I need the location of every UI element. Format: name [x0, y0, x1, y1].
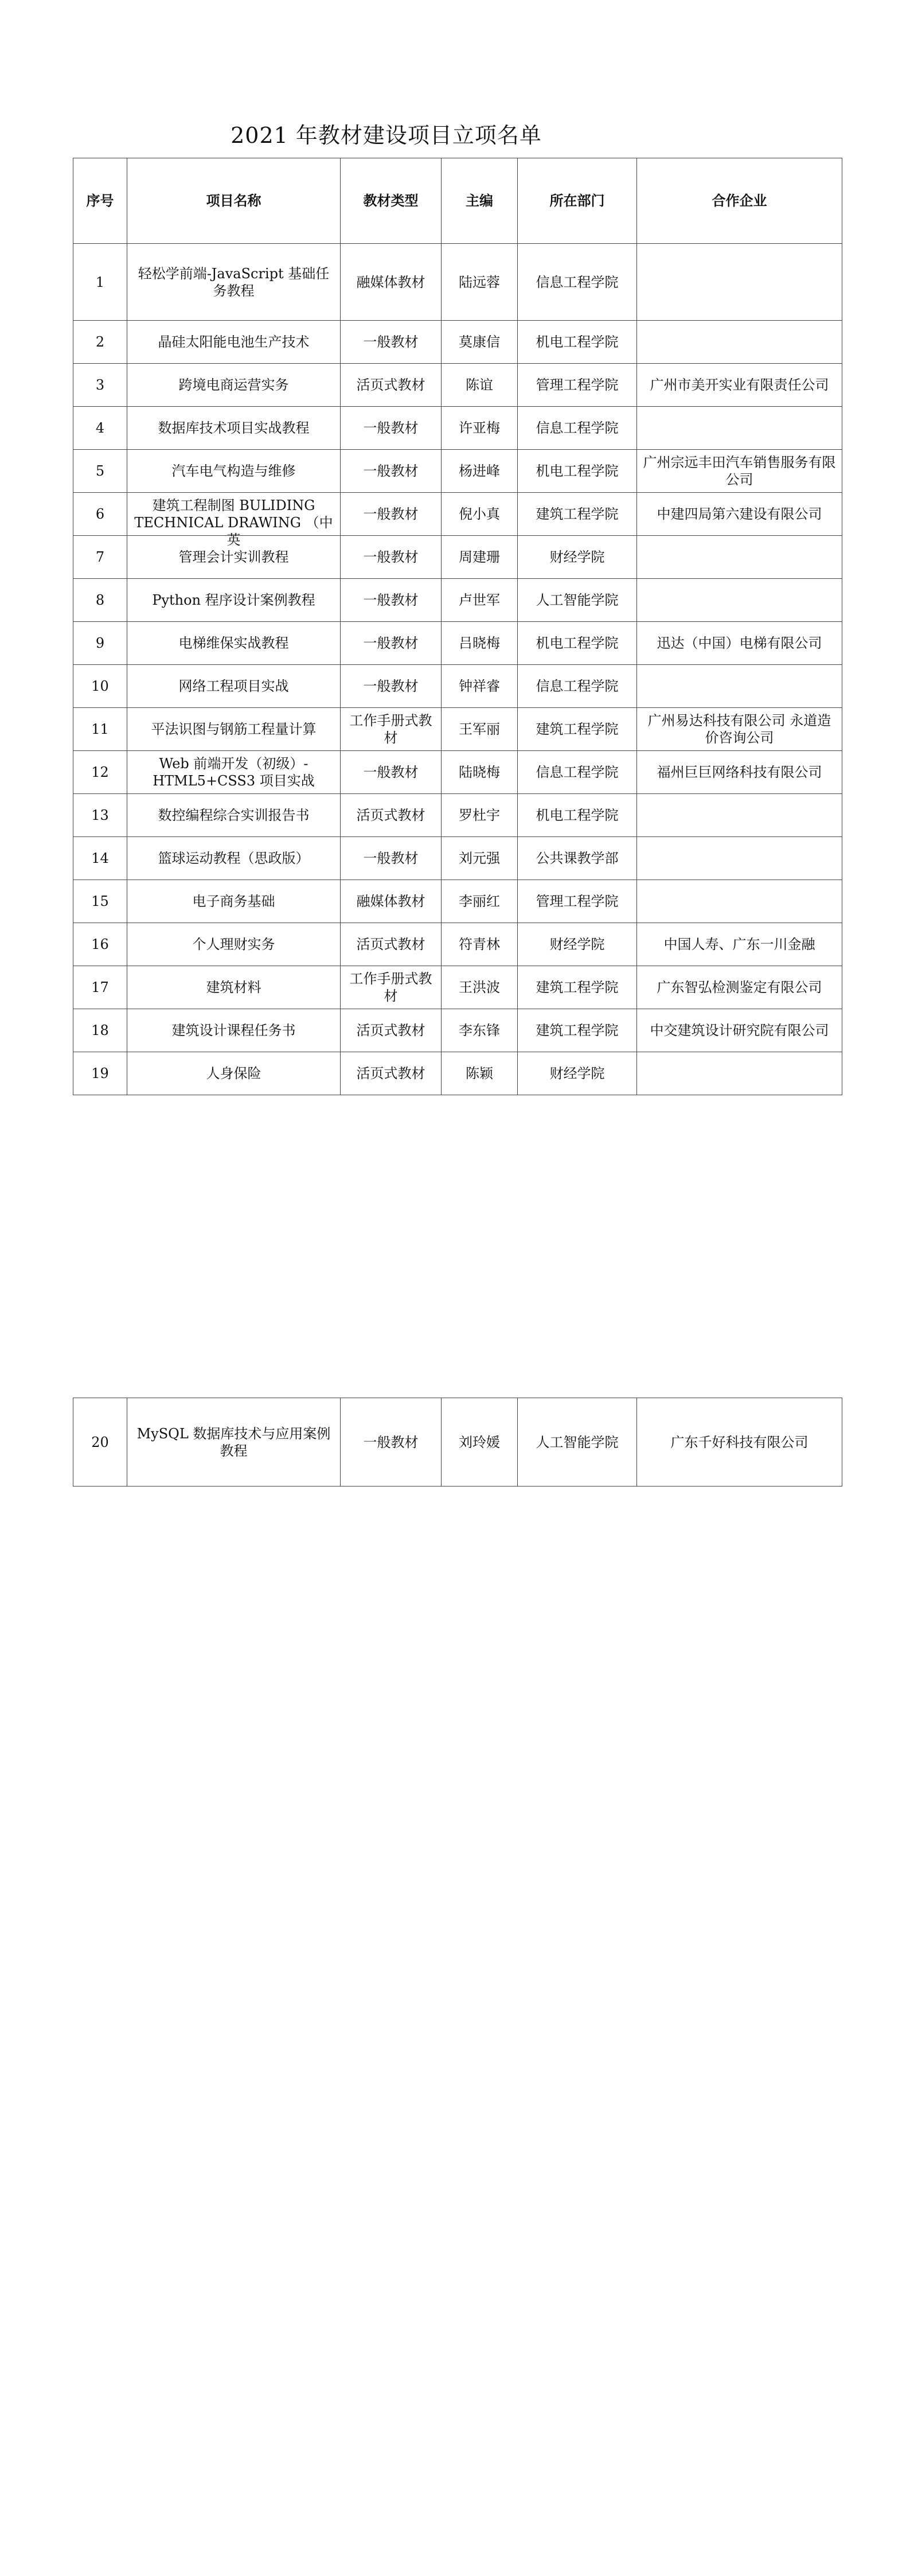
cell-textbook-type: 一般教材	[341, 622, 442, 665]
cell-no: 11	[73, 708, 127, 751]
cell-textbook-type: 活页式教材	[341, 364, 442, 407]
table-row	[73, 622, 842, 665]
cell-editor: 周建珊	[442, 536, 518, 579]
table-row	[73, 794, 842, 837]
cell-department: 财经学院	[518, 536, 637, 579]
header-dept: 所在部门	[518, 158, 637, 244]
cell-project-name: 平法识图与钢筋工程量计算	[127, 708, 341, 751]
table-body-continued	[73, 1398, 842, 1487]
cell-partner: 福州巨巨网络科技有限公司	[637, 751, 842, 794]
page-title: 2021 年教材建设项目立项名单	[231, 123, 542, 148]
project-table	[73, 158, 842, 1095]
table-row	[73, 536, 842, 579]
cell-department: 机电工程学院	[518, 321, 637, 364]
cell-department: 管理工程学院	[518, 880, 637, 923]
cell-department: 机电工程学院	[518, 794, 637, 837]
cell-partner	[637, 880, 842, 923]
cell-partner: 广州市美开实业有限责任公司	[637, 364, 842, 407]
cell-project-name: 数控编程综合实训报告书	[127, 794, 341, 837]
cell-partner	[637, 794, 842, 837]
cell-project-name: 网络工程项目实战	[127, 665, 341, 708]
cell-project-name: 个人理财实务	[127, 923, 341, 966]
cell-department: 信息工程学院	[518, 665, 637, 708]
cell-department: 信息工程学院	[518, 244, 637, 321]
cell-textbook-type: 融媒体教材	[341, 244, 442, 321]
cell-no: 13	[73, 794, 127, 837]
table-row	[73, 321, 842, 364]
cell-department: 公共课教学部	[518, 837, 637, 880]
cell-project-name: 跨境电商运营实务	[127, 364, 341, 407]
cell-project-name: 晶硅太阳能电池生产技术	[127, 321, 341, 364]
cell-partner: 广州易达科技有限公司 永道造价咨询公司	[637, 708, 842, 751]
cell-project-name: 建筑工程制图 BULIDING TECHNICAL DRAWING （中英	[127, 493, 341, 536]
table-row	[73, 923, 842, 966]
cell-project-name: 人身保险	[127, 1052, 341, 1095]
cell-project-name: 轻松学前端-JavaScript 基础任务教程	[127, 244, 341, 321]
cell-no: 20	[73, 1398, 127, 1487]
cell-textbook-type: 一般教材	[341, 321, 442, 364]
cell-no: 8	[73, 579, 127, 622]
cell-department: 建筑工程学院	[518, 1009, 637, 1052]
cell-textbook-type: 活页式教材	[341, 923, 442, 966]
cell-textbook-type: 一般教材	[341, 665, 442, 708]
cell-partner	[637, 665, 842, 708]
cell-partner	[637, 579, 842, 622]
cell-editor: 李东锋	[442, 1009, 518, 1052]
cell-partner: 中交建筑设计研究院有限公司	[637, 1009, 842, 1052]
cell-no: 7	[73, 536, 127, 579]
table-row	[73, 244, 842, 321]
cell-partner	[637, 321, 842, 364]
cell-editor: 王洪波	[442, 966, 518, 1009]
cell-department: 机电工程学院	[518, 450, 637, 493]
cell-project-name: 建筑设计课程任务书	[127, 1009, 341, 1052]
cell-project-name: 汽车电气构造与维修	[127, 450, 341, 493]
cell-no: 9	[73, 622, 127, 665]
header-type: 教材类型	[341, 158, 442, 244]
cell-textbook-type: 一般教材	[341, 536, 442, 579]
cell-editor: 莫康信	[442, 321, 518, 364]
header-no: 序号	[73, 158, 127, 244]
cell-department: 建筑工程学院	[518, 493, 637, 536]
cell-no: 15	[73, 880, 127, 923]
cell-department: 建筑工程学院	[518, 966, 637, 1009]
cell-editor: 许亚梅	[442, 407, 518, 450]
cell-textbook-type: 一般教材	[341, 579, 442, 622]
cell-editor: 倪小真	[442, 493, 518, 536]
cell-partner: 中建四局第六建设有限公司	[637, 493, 842, 536]
cell-project-name: Web 前端开发（初级）-HTML5+CSS3 项目实战	[127, 751, 341, 794]
cell-partner	[637, 837, 842, 880]
cell-editor: 王军丽	[442, 708, 518, 751]
cell-editor: 陆远蓉	[442, 244, 518, 321]
cell-department: 人工智能学院	[518, 579, 637, 622]
cell-editor: 杨进峰	[442, 450, 518, 493]
cell-editor: 陈颖	[442, 1052, 518, 1095]
table-header-row	[73, 158, 842, 244]
cell-partner: 迅达（中国）电梯有限公司	[637, 622, 842, 665]
table-row	[73, 751, 842, 794]
cell-textbook-type: 工作手册式教材	[341, 966, 442, 1009]
table-row	[73, 1398, 842, 1487]
cell-project-name: MySQL 数据库技术与应用案例教程	[127, 1398, 341, 1487]
table-row	[73, 837, 842, 880]
cell-department: 信息工程学院	[518, 751, 637, 794]
header-editor: 主编	[442, 158, 518, 244]
cell-no: 5	[73, 450, 127, 493]
cell-textbook-type: 一般教材	[341, 1398, 442, 1487]
cell-no: 6	[73, 493, 127, 536]
table-row	[73, 708, 842, 751]
cell-no: 4	[73, 407, 127, 450]
cell-editor: 陆晓梅	[442, 751, 518, 794]
cell-textbook-type: 工作手册式教材	[341, 708, 442, 751]
cell-no: 3	[73, 364, 127, 407]
cell-textbook-type: 活页式教材	[341, 794, 442, 837]
cell-no: 17	[73, 966, 127, 1009]
cell-textbook-type: 一般教材	[341, 450, 442, 493]
cell-project-name: 电梯维保实战教程	[127, 622, 341, 665]
cell-editor: 陈谊	[442, 364, 518, 407]
cell-textbook-type: 一般教材	[341, 751, 442, 794]
table-row	[73, 450, 842, 493]
cell-textbook-type: 一般教材	[341, 493, 442, 536]
table-row	[73, 665, 842, 708]
cell-project-name: 建筑材料	[127, 966, 341, 1009]
cell-partner	[637, 244, 842, 321]
table-row	[73, 1009, 842, 1052]
cell-partner: 广东智弘检测鉴定有限公司	[637, 966, 842, 1009]
cell-editor: 卢世军	[442, 579, 518, 622]
cell-no: 18	[73, 1009, 127, 1052]
cell-no: 19	[73, 1052, 127, 1095]
table-row	[73, 1052, 842, 1095]
header-name: 项目名称	[127, 158, 341, 244]
header-partner: 合作企业	[637, 158, 842, 244]
cell-no: 14	[73, 837, 127, 880]
cell-department: 管理工程学院	[518, 364, 637, 407]
cell-department: 财经学院	[518, 923, 637, 966]
cell-department: 信息工程学院	[518, 407, 637, 450]
cell-textbook-type: 活页式教材	[341, 1009, 442, 1052]
cell-department: 机电工程学院	[518, 622, 637, 665]
cell-editor: 符青林	[442, 923, 518, 966]
cell-textbook-type: 融媒体教材	[341, 880, 442, 923]
cell-partner	[637, 1052, 842, 1095]
cell-project-name: 管理会计实训教程	[127, 536, 341, 579]
cell-editor: 吕晓梅	[442, 622, 518, 665]
table-body	[73, 244, 842, 1095]
cell-no: 10	[73, 665, 127, 708]
cell-editor: 刘元强	[442, 837, 518, 880]
cell-editor: 钟祥睿	[442, 665, 518, 708]
cell-project-name: Python 程序设计案例教程	[127, 579, 341, 622]
cell-textbook-type: 一般教材	[341, 407, 442, 450]
cell-partner	[637, 536, 842, 579]
cell-partner	[637, 407, 842, 450]
table-row	[73, 407, 842, 450]
cell-editor: 罗杜宇	[442, 794, 518, 837]
cell-no: 2	[73, 321, 127, 364]
cell-department: 财经学院	[518, 1052, 637, 1095]
cell-department: 人工智能学院	[518, 1398, 637, 1487]
cell-partner: 广州宗远丰田汽车销售服务有限公司	[637, 450, 842, 493]
cell-project-name: 篮球运动教程（思政版）	[127, 837, 341, 880]
cell-no: 1	[73, 244, 127, 321]
cell-project-name: 电子商务基础	[127, 880, 341, 923]
table-row	[73, 966, 842, 1009]
cell-partner: 中国人寿、广东一川金融	[637, 923, 842, 966]
cell-no: 12	[73, 751, 127, 794]
table-row	[73, 493, 842, 536]
project-table-continued	[73, 1398, 842, 1487]
cell-department: 建筑工程学院	[518, 708, 637, 751]
cell-textbook-type: 一般教材	[341, 837, 442, 880]
cell-editor: 刘玲媛	[442, 1398, 518, 1487]
table-row	[73, 880, 842, 923]
cell-no: 16	[73, 923, 127, 966]
table-row	[73, 579, 842, 622]
cell-editor: 李丽红	[442, 880, 518, 923]
cell-project-name: 数据库技术项目实战教程	[127, 407, 341, 450]
cell-partner: 广东千好科技有限公司	[637, 1398, 842, 1487]
cell-textbook-type: 活页式教材	[341, 1052, 442, 1095]
table-row	[73, 364, 842, 407]
